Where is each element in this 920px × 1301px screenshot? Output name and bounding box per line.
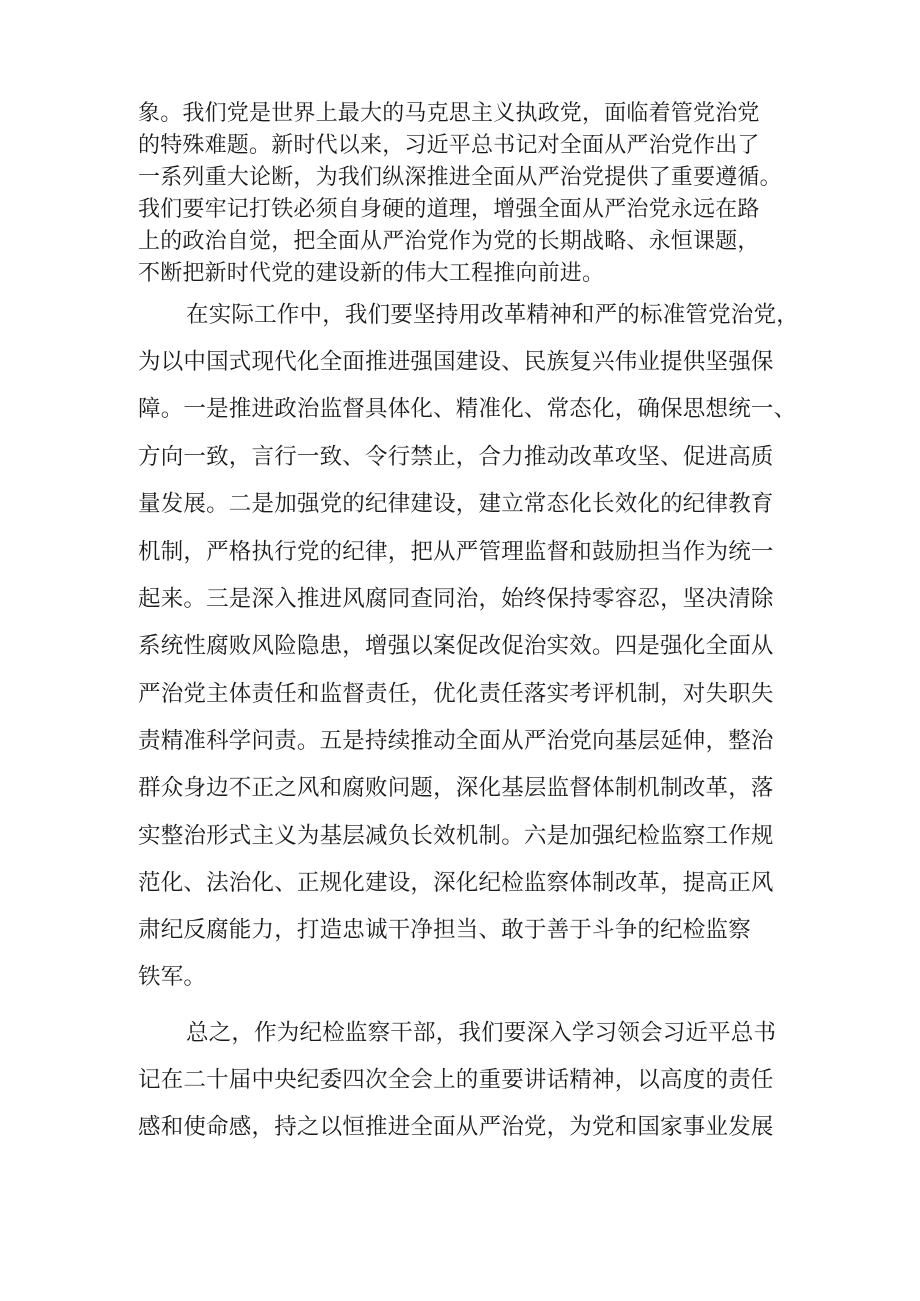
text-line: 记在二十届中央纪委四次全会上的重要讲话精神，以高度的责任 [138,1067,774,1093]
text-line: 方向一致，言行一致、令行禁止，合力推动改革攻坚、促进高质 [138,444,774,470]
text-line: 群众身边不正之风和腐败问题，深化基层监督体制机制改革，落 [138,775,774,801]
text-line: 感和使命感，持之以恒推进全面从严治党，为党和国家事业发展 [138,1114,774,1140]
text-line: 上的政治自觉，把全面从严治党作为党的长期战略、永恒课题， [138,229,760,254]
text-line: 起来。三是深入推进风腐同查同治，始终保持零容忍，坚决清除 [138,586,774,612]
text-line: 责精准科学问责。五是持续推动全面从严治党向基层延伸，整治 [138,728,774,754]
text-line: 象。我们党是世界上最大的马克思主义执政党，面临着管党治党 [138,101,760,126]
text-line: 为以中国式现代化全面推进强国建设、民族复兴伟业提供坚强保 [138,349,774,375]
text-line: 在实际工作中，我们要坚持用改革精神和严的标准管党治党， [186,302,799,328]
text-line: 严治党主体责任和监督责任，优化责任落实考评机制，对失职失 [138,681,774,707]
text-line: 我们要牢记打铁必须自身硬的道理，增强全面从严治党永远在路 [138,197,760,222]
text-line: 量发展。二是加强党的纪律建设，建立常态化长效化的纪律教育 [138,491,774,517]
text-line: 系统性腐败风险隐患，增强以案促改促治实效。四是强化全面从 [138,633,774,659]
text-line: 一系列重大论断，为我们纵深推进全面从严治党提供了重要遵循。 [138,165,782,190]
text-line: 肃纪反腐能力，打造忠诚干净担当、敢于善于斗争的纪检监察 [138,917,751,943]
text-line: 实整治形式主义为基层减负长效机制。六是加强纪检监察工作规 [138,823,774,849]
text-line: 不断把新时代党的建设新的伟大工程推向前进。 [138,261,605,286]
text-line: 的特殊难题。新时代以来，习近平总书记对全面从严治党作出了 [138,133,760,158]
text-line: 机制，严格执行党的纪律，把从严管理监督和鼓励担当作为统一 [138,539,774,565]
text-line: 范化、法治化、正规化建设，深化纪检监察体制改革，提高正风 [138,870,774,896]
text-line: 总之，作为纪检监察干部，我们要深入学习领会习近平总书 [186,1020,777,1046]
text-line: 铁军。 [138,964,207,990]
text-line: 障。一是推进政治监督具体化、精准化、常态化，确保思想统一、 [138,396,797,422]
